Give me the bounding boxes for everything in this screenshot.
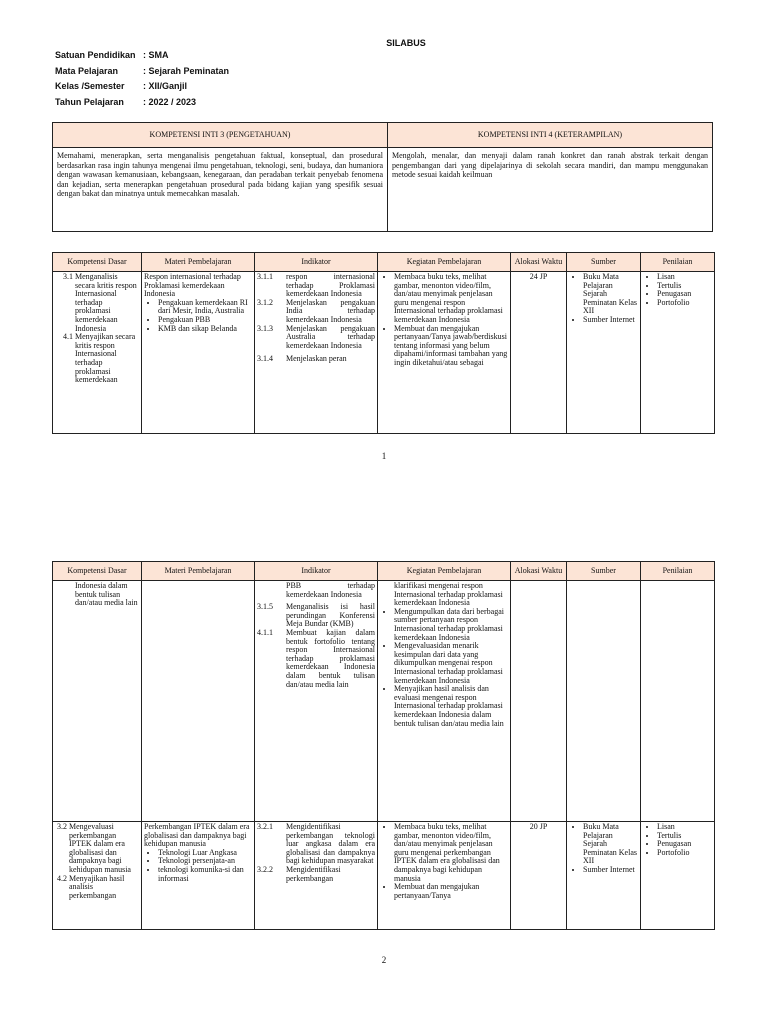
materi-cell	[142, 272, 255, 434]
indikator-text: Menjelaskan pengakuan Australia terhadap kemerdekaan Indonesia	[286, 323, 375, 350]
meta-value: : Sejarah Peminatan	[143, 66, 230, 76]
kd-continuation: Indonesia dalam bentuk tulisan dan/atau media lain	[75, 581, 138, 608]
kegiatan-item: • Membaca buku teks, melihat gambar, menonton video/film, dan/atau menyimak penjelasan guru mengenai respon Internasional terhadap proklamasi kemerdekaan Indonesia	[394, 273, 508, 325]
materi-intro: Respon internasional terhadap Proklamasi kemerdekaan Indonesia	[144, 272, 241, 299]
indikator-number: 3.1.1	[257, 272, 273, 281]
indikator-text: Membuat kajian dalam bentuk fortofolio tentang respon Internasional terhadap proklamasi kemerdekaan Indonesia dalam bentuk tulisan dan/atau media lain	[286, 627, 375, 689]
meta-row-satuan	[55, 50, 169, 60]
meta-label: Mata Pelajaran	[55, 66, 119, 76]
indikator-number: 3.1.3	[257, 323, 273, 333]
indikator-cell	[255, 581, 378, 822]
indikator-number: 3.1.5	[257, 602, 273, 612]
sumber-list	[569, 273, 638, 325]
col-header-penilaian: Penilaian	[641, 562, 715, 581]
penilaian-cell	[641, 822, 715, 930]
silabus-table-page-2	[52, 561, 715, 930]
kegiatan-item: • Membuat dan mengajukan pertanyaan/Tanya	[394, 883, 508, 900]
col-header-sumber: Sumber	[567, 253, 641, 272]
sumber-item: • Sumber Internet	[583, 316, 638, 325]
kegiatan-cell	[378, 272, 511, 434]
kegiatan-cell	[378, 581, 511, 822]
materi-list	[144, 299, 252, 333]
col-header-kd: Kompetensi Dasar	[53, 562, 142, 581]
materi-item: • Pengakuan PBB	[158, 316, 252, 325]
col-header-alokasi: Alokasi Waktu	[511, 253, 567, 272]
indikator-number: 3.2.2	[257, 864, 273, 874]
sumber-cell	[567, 272, 641, 434]
kompetensi-inti-table	[52, 122, 713, 232]
kegiatan-list	[380, 608, 508, 728]
sumber-cell	[567, 581, 641, 822]
indikator-item	[257, 273, 375, 299]
penilaian-cell	[641, 272, 715, 434]
sumber-cell	[567, 822, 641, 930]
materi-list	[144, 849, 252, 883]
col-header-materi: Materi Pembelajaran	[142, 562, 255, 581]
sumber-item: • Sumber Internet	[583, 866, 638, 875]
meta-row-tahun	[55, 97, 196, 107]
indikator-number: 4.1.1	[257, 627, 273, 637]
indikator-text: Menjelaskan peran	[286, 354, 347, 364]
indikator-text: Menganalisis isi hasil perundingan Konferensi Meja Bundar (KMB)	[286, 602, 375, 629]
indikator-text: PBB terhadap kemerdekaan Indonesia	[286, 581, 375, 599]
col-header-indikator: Indikator	[255, 253, 378, 272]
col-header-penilaian: Penilaian	[641, 253, 715, 272]
alokasi-cell	[511, 822, 567, 930]
meta-row-kelas	[55, 81, 187, 91]
col-header-sumber: Sumber	[567, 562, 641, 581]
silabus-table-page-1	[52, 252, 715, 434]
ki3-text: Memahami, menerapkan, serta menganalisis pengetahuan faktual, konseptual, dan prosedural berdasarkan rasa ingin tahunya mengenai ilmu pengetahuan, teknologi, seni, budaya, dan humaniora dengan wawasan kemanusiaan, kebangsaan, kenegaraan, dan peradaban terkait penyebab fenomena dan kejadian, serta menerapkan pengetahuan prosedural pada bidang kajian yang spesifik sesuai dengan bakat dan minatnya untuk memecahkan masalah.	[53, 148, 388, 232]
document-title: SILABUS	[386, 38, 426, 48]
materi-item: • teknologi komunika-si dan informasi	[158, 866, 252, 883]
indikator-item	[257, 823, 375, 866]
materi-cell	[142, 822, 255, 930]
penilaian-cell	[641, 581, 715, 822]
kegiatan-list	[380, 823, 508, 900]
indikator-text: Mengidentifikasi perkembangan teknologi luar angkasa dalam era globalisasi dan dampaknya bagi kehidupan masyarakat	[286, 822, 375, 866]
penilaian-item: • Penugasan	[657, 840, 712, 849]
kegiatan-item: • Membuat dan mengajukan pertanyaan/Tanya jawab/berdiskusi tentang informasi yang belum dipahami/informasi tambahan yang ingin diketahui/atau sebagai	[394, 325, 508, 368]
sumber-item: • Buku Mata Pelajaran Sejarah Peminatan Kelas XII	[583, 823, 638, 866]
kd-item: 4.1 Menyajikan secara kritis respon Internasional terhadap proklamasi kemerdekaan	[63, 332, 136, 385]
kegiatan-item: • Menyajikan hasil analisis dan evaluasi mengenai respon Internasional terhadap proklamasi kemerdekaan Indonesia dalam bentuk tulisan dan/atau media lain	[394, 685, 508, 728]
meta-label: Tahun Pelajaran	[55, 97, 124, 107]
kegiatan-cell	[378, 822, 511, 930]
indikator-item	[257, 299, 375, 325]
penilaian-item: • Portofolio	[657, 299, 712, 308]
penilaian-item: • Lisan	[657, 823, 712, 832]
kd-cell	[53, 272, 142, 434]
meta-row-mapel	[55, 66, 229, 76]
indikator-text: respon internasional terhadap Proklamasi kemerdekaan Indonesia	[286, 272, 375, 299]
alokasi-cell	[511, 581, 567, 822]
ki4-text: Mengolah, menalar, dan menyaji dalam ranah konkret dan ranah abstrak terkait dengan pengembangan dari yang dipelajarinya di sekolah secara mandiri, dan mampu menggunakan metode sesuai kaidah keilmuan	[388, 148, 713, 232]
indikator-text: Menjelaskan pengakuan India terhadap kemerdekaan Indonesia	[286, 297, 375, 324]
indikator-number: 3.2.1	[257, 822, 273, 831]
kd-cell	[53, 581, 142, 822]
kd-cell	[53, 822, 142, 930]
kd-item: 3.2 Mengevaluasi perkembangan IPTEK dalam era globalisasi dan dampaknya bagi kehidupan manusia	[57, 822, 131, 874]
kegiatan-item: • Mengevaluasidan menarik kesimpulan dari data yang dikumpulkan mengenai respon Internasional terhadap proklamasi kemerdekaan Indonesia	[394, 642, 508, 685]
indikator-item	[257, 866, 375, 883]
penilaian-item: • Lisan	[657, 273, 712, 282]
kegiatan-continuation: klarifikasi mengenai respon Internasional terhadap proklamasi kemerdekaan Indonesia	[394, 581, 503, 608]
page-number: 2	[381, 955, 387, 965]
penilaian-item: • Portofolio	[657, 849, 712, 858]
col-header-kegiatan: Kegiatan Pembelajaran	[378, 562, 511, 581]
meta-value: : XII/Ganjil	[143, 81, 188, 91]
indikator-number: 3.1.2	[257, 297, 273, 307]
alokasi-value: 20 JP	[529, 822, 548, 831]
meta-label: Satuan Pendidikan	[55, 50, 136, 60]
kd-item: 4.2 Menyajikan hasil analisis perkembangan	[57, 873, 125, 900]
indikator-cell	[255, 822, 378, 930]
meta-value: : 2022 / 2023	[143, 97, 197, 107]
kegiatan-item: • Mengumpulkan data dari berbagai sumber pertanyaan respon Internasional terhadap proklamasi kemerdekaan Indonesia	[394, 608, 508, 642]
col-header-kegiatan: Kegiatan Pembelajaran	[378, 253, 511, 272]
penilaian-list	[643, 273, 712, 307]
indikator-item	[257, 355, 375, 364]
materi-cell	[142, 581, 255, 822]
indikator-item	[257, 582, 375, 599]
materi-item: • Teknologi Luar Angkasa	[158, 849, 252, 858]
col-header-indikator: Indikator	[255, 562, 378, 581]
materi-item: • Teknologi persenjata-an	[158, 857, 252, 866]
indikator-item	[257, 325, 375, 351]
indikator-item	[257, 629, 375, 689]
ki3-header: KOMPETENSI INTI 3 (PENGETAHUAN)	[53, 123, 388, 148]
sumber-item: • Buku Mata Pelajaran Sejarah Peminatan Kelas XII	[583, 273, 638, 316]
penilaian-item: • Penugasan	[657, 290, 712, 299]
alokasi-cell	[511, 272, 567, 434]
kegiatan-item: • Membaca buku teks, melihat gambar, menonton video/film, dan/atau menyimak penjelasan guru mengenai perkembangan IPTEK dalam era globalisasi dan dampaknya bagi kehidupan manusia	[394, 823, 508, 883]
materi-item: • KMB dan sikap Belanda	[158, 325, 252, 334]
penilaian-list	[643, 823, 712, 857]
ki4-header: KOMPETENSI INTI 4 (KETERAMPILAN)	[388, 123, 713, 148]
indikator-text: Mengidentifikasi perkembangan	[286, 864, 341, 883]
col-header-kd: Kompetensi Dasar	[53, 253, 142, 272]
alokasi-value: 24 JP	[529, 272, 548, 281]
penilaian-item: • Tertulis	[657, 832, 712, 841]
col-header-alokasi: Alokasi Waktu	[511, 562, 567, 581]
penilaian-item: • Tertulis	[657, 282, 712, 291]
kegiatan-list	[380, 273, 508, 368]
meta-label: Kelas /Semester	[55, 81, 125, 91]
materi-item: • Pengakuan kemerdekaan RI dari Mesir, India, Australia	[158, 299, 252, 316]
sumber-list	[569, 823, 638, 875]
meta-value: : SMA	[143, 50, 169, 60]
indikator-item	[257, 603, 375, 629]
col-header-materi: Materi Pembelajaran	[142, 253, 255, 272]
indikator-cell	[255, 272, 378, 434]
materi-intro: Perkembangan IPTEK dalam era globalisasi dan dampaknya bagi kehidupan manusia	[144, 822, 250, 849]
page-number: 1	[381, 451, 387, 461]
kd-item: 3.1 Menganalisis secara kritis respon Internasional terhadap proklamasi kemerdekaan Indonesia	[63, 272, 137, 333]
indikator-number: 3.1.4	[257, 354, 273, 364]
